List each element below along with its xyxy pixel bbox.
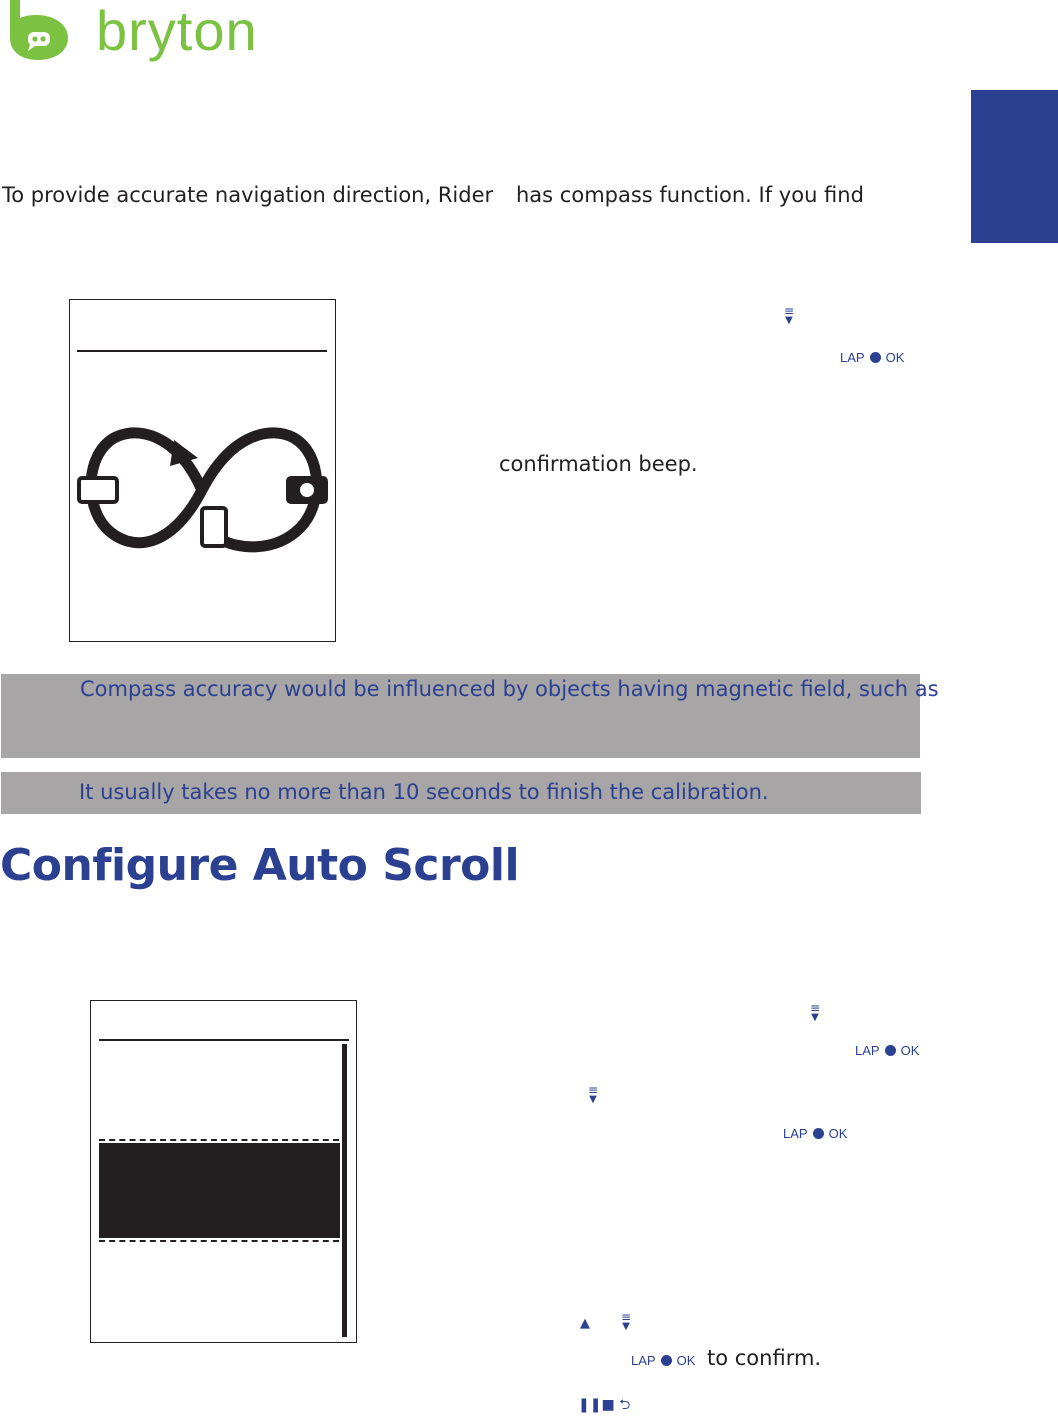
note-text-calibration-time: It usually takes no more than 10 seconds to finish the calibration. [79, 780, 769, 804]
figure-eight-calibration-icon [76, 422, 328, 558]
selected-list-item [99, 1143, 340, 1238]
compass-intro-part1: To provide accurate navigation direction, Rider [2, 183, 494, 207]
screen-divider [99, 1039, 349, 1041]
lap-ok-key: LAP OK [840, 350, 905, 365]
scrollbar [342, 1044, 347, 1337]
device-screen-auto-scroll [90, 1000, 357, 1343]
confirm-text: to confirm. [707, 1346, 822, 1370]
menu-down-key-icon: ≡ ▼ [620, 1310, 632, 1332]
brand-wordmark: bryton [96, 0, 258, 62]
device-screen-calibration [69, 299, 336, 642]
screen-divider [77, 350, 327, 352]
key-dot-icon [661, 1355, 672, 1366]
key-dot-icon [870, 352, 881, 363]
note-box-magnetic [1, 674, 939, 758]
menu-down-key-icon: ≡ ▼ [783, 304, 795, 326]
key-dot-icon [885, 1045, 896, 1056]
chapter-tab [971, 90, 1058, 243]
confirmation-beep-text: confirmation beep. [499, 452, 698, 476]
menu-down-key-icon: ≡ ▼ [809, 1001, 821, 1023]
up-key-icon: ▲ [580, 1316, 590, 1331]
lap-ok-key: LAP OK [783, 1126, 848, 1141]
note-box-calibration-time [1, 772, 921, 814]
key-dot-icon [813, 1128, 824, 1139]
selection-top-border [99, 1139, 339, 1141]
lap-ok-key: LAP OK [855, 1043, 920, 1058]
pause-stop-back-key-icon: ❚❚■ ⮌ [578, 1397, 631, 1413]
bryton-logo-icon [6, 0, 70, 62]
section-title: Configure Auto Scroll [0, 840, 520, 891]
lap-ok-key: LAP OK [631, 1353, 696, 1368]
compass-intro-part2: has compass function. If you find [516, 183, 864, 207]
note-text-magnetic: Compass accuracy would be influenced by objects having magnetic field, such as [80, 677, 939, 701]
selection-bottom-border [99, 1240, 339, 1242]
menu-down-key-icon: ≡ ▼ [587, 1083, 599, 1105]
